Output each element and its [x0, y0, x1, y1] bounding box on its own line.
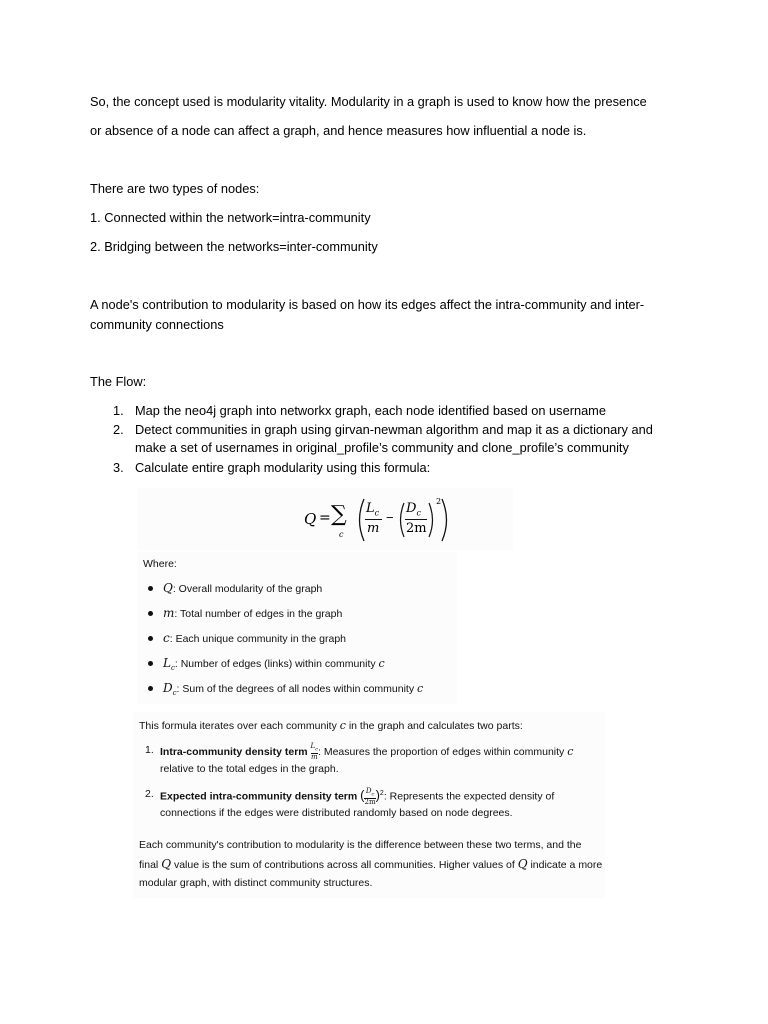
formula-minus: − [386, 510, 394, 525]
explain-p2-line2: connections if the edges were distributed randomly based on node degrees. [160, 807, 513, 819]
formula-power: 2 [436, 497, 442, 506]
formula-lc: $L_c$ [366, 501, 380, 518]
explain-conclusion-2: final Q value is the sum of contributions across all communities. Higher values of Q indicate a more [139, 857, 603, 871]
types-item-1: 1. Connected within the network=intra-community [90, 210, 371, 225]
contribution-line-2: community connections [90, 317, 224, 332]
flow-step-2-num: 2. [113, 422, 124, 437]
modularity-formula [300, 496, 460, 546]
explain-intro: This formula iterates over each community c in the graph and calculates two parts: [139, 719, 523, 732]
where-label: Where: [143, 558, 177, 570]
where-bullet-2 [148, 611, 153, 616]
where-bullet-4 [148, 661, 153, 666]
where-item-dc: $D_c$: Sum of the degrees of all nodes within community c [163, 681, 424, 698]
flow-step-2-text-line-2: make a set of usernames in original_profile’s community and clone_profile’s community [135, 440, 629, 455]
formula-eq: = [319, 510, 331, 526]
formula-sum-sub: c [339, 530, 344, 539]
where-bullet-3 [148, 636, 153, 641]
where-item-m: m: Total number of edges in the graph [163, 606, 343, 620]
flow-step-3-text: Calculate entire graph modularity using this formula: [135, 460, 431, 475]
formula-q: Q [304, 510, 317, 528]
formula-frac-bar-2 [405, 519, 427, 520]
flow-heading: The Flow: [90, 374, 147, 389]
formula-left-paren [354, 498, 366, 542]
formula-inner-left-paren [396, 502, 406, 538]
explain-p1-num: 1. [145, 744, 154, 756]
formula-frac-bar-1 [365, 519, 382, 520]
where-bullet-5 [148, 686, 153, 691]
intro-line-2: or absence of a node can affect a graph, and hence measures how influential a node is. [90, 123, 587, 138]
explain-p2-num: 2. [145, 788, 154, 800]
explain-p1-fraction: $\frac{L_c}{m}$ [310, 742, 319, 762]
flow-step-3-num: 3. [113, 460, 124, 475]
explain-p1: Intra-community density term $\frac{L_c}{m}$ : Measures the proportion of edges within community c [160, 742, 574, 762]
formula-m: m [367, 521, 380, 536]
formula-dc: $D_c$ [406, 501, 421, 518]
formula-inner-right-paren [427, 502, 437, 538]
explain-p2: Expected intra-community density term ( $\frac{D_c}{2m}$ )$^2$: Represents the expected density of [160, 786, 555, 806]
intro-line-1: So, the concept used is modularity vitality. Modularity in a graph is used to know how the presence [90, 94, 647, 109]
types-heading: There are two types of nodes: [90, 181, 260, 196]
types-item-2: 2. Bridging between the networks=inter-community [90, 239, 378, 254]
where-item-c: c: Each unique community in the graph [163, 631, 347, 645]
where-item-q: Q: Overall modularity of the graph [163, 581, 323, 595]
flow-step-1-text: Map the neo4j graph into networkx graph, each node identified based on username [135, 403, 606, 418]
explain-conclusion-1: Each community's contribution to modularity is the difference between these two terms, and the [139, 839, 582, 851]
formula-right-paren [440, 498, 452, 542]
explain-conclusion-3: modular graph, with distinct community structures. [139, 877, 373, 889]
formula-sum: ∑ [331, 502, 347, 527]
flow-step-2-text: Detect communities in graph using girvan-newman algorithm and map it as a dictionary and [135, 422, 653, 437]
where-bullet-1 [148, 586, 153, 591]
formula-2m: 2m [406, 521, 427, 536]
explain-p1-line2: relative to the total edges in the graph. [160, 763, 339, 775]
where-item-lc: $L_c$: Number of edges (links) within community c [163, 656, 385, 673]
contribution-line-1: A node's contribution to modularity is based on how its edges affect the intra-community and inter- [90, 297, 645, 312]
flow-step-1-num: 1. [113, 403, 124, 418]
explain-p2-fraction: $\frac{D_c}{2m}$ [364, 786, 376, 806]
